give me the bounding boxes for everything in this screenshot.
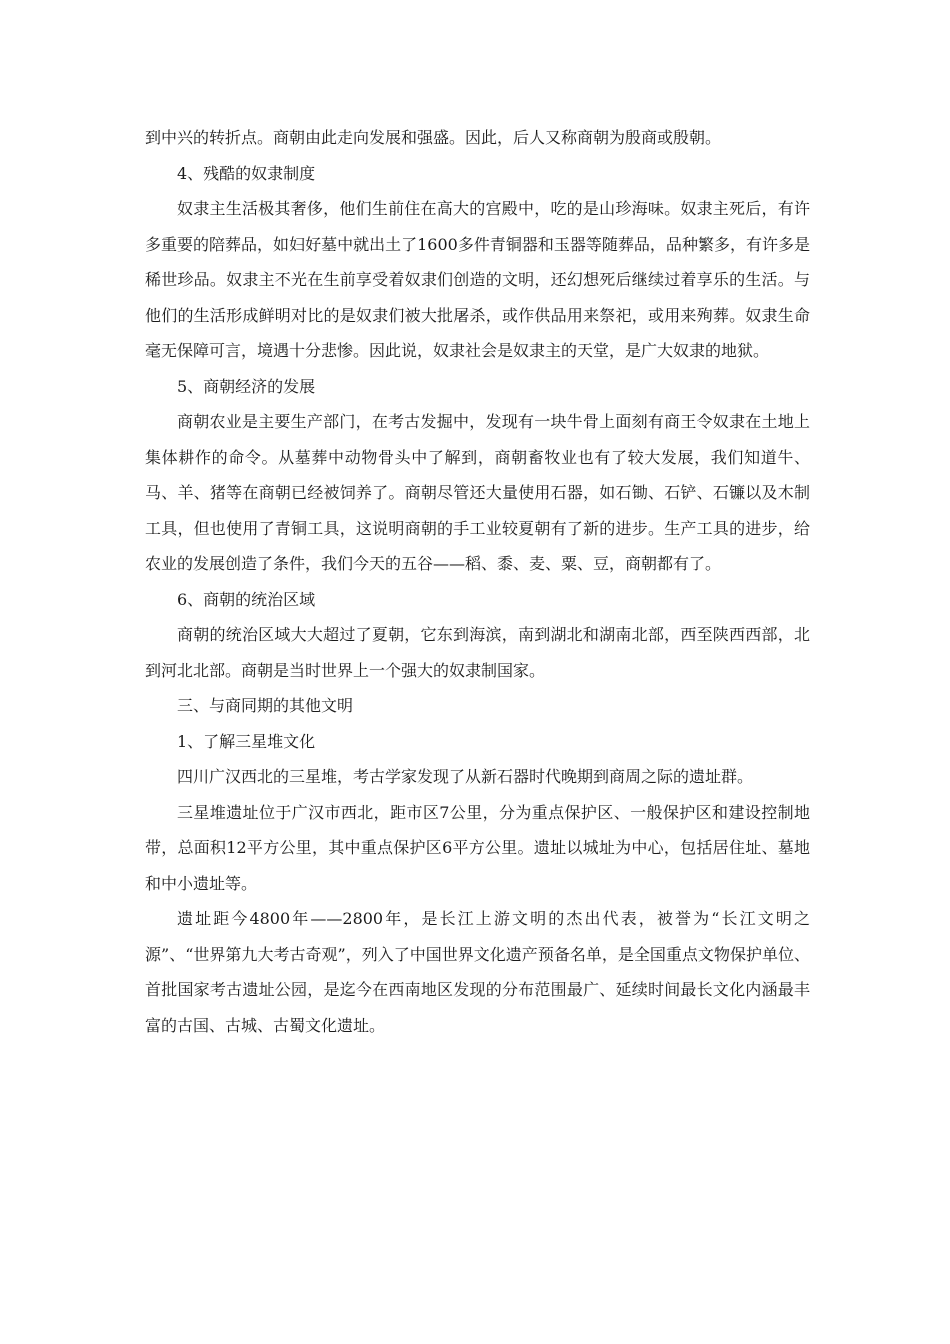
heading-economy: 5、商朝经济的发展 (177, 376, 316, 396)
paragraph-sanxingdui-intro: 四川广汉西北的三星堆，考古学家发现了从新石器时代晚期到商周之际的遗址群。 (177, 767, 754, 786)
heading-sanxingdui: 1、了解三星堆文化 (177, 731, 316, 751)
heading-slavery-system: 4、残酷的奴隶制度 (177, 163, 316, 183)
body-text (145, 120, 810, 1043)
paragraph-sanxingdui-significance: 遗址距今4800年——2800年，是长江上游文明的杰出代表，被誉为“长江文明之源”、“世界第九大考古奇观”，列入了中国世界文化遗产预备名单，是全国重点文物保护单位、首批国家考古遗址公园，是迄今在西南地区发现的分布范围最广、延续时间最长文化内涵最丰富的古国、古城、古蜀文化遗址。 (145, 909, 810, 1035)
paragraph-economy: 商朝农业是主要生产部门，在考古发掘中，发现有一块牛骨上面刻有商王令奴隶在土地上集体耕作的命令。从墓葬中动物骨头中了解到，商朝畜牧业也有了较大发展，我们知道牛、马、羊、猪等在商朝已经被饲养了。商朝尽管还大量使用石器，如石锄、石铲、石镰以及木制工具，但也使用了青铜工具，这说明商朝的手工业较夏朝有了新的进步。生产工具的进步，给农业的发展创造了条件，我们今天的五谷——稻、黍、麦、粟、豆，商朝都有了。 (145, 412, 810, 573)
paragraph-territory: 商朝的统治区域大大超过了夏朝，它东到海滨，南到湖北和湖南北部，西至陕西西部，北到河北北部。商朝是当时世界上一个强大的奴隶制国家。 (145, 625, 810, 680)
paragraph-continuation: 到中兴的转折点。商朝由此走向发展和强盛。因此，后人又称商朝为殷商或殷朝。 (145, 128, 722, 147)
heading-section-three: 三、与商同期的其他文明 (177, 696, 354, 715)
paragraph-sanxingdui-location: 三星堆遗址位于广汉市西北，距市区7公里，分为重点保护区、一般保护区和建设控制地带，总面积12平方公里，其中重点保护区6平方公里。遗址以城址为中心，包括居住址、墓地和中小遗址等。 (145, 802, 810, 893)
paragraph-slavery: 奴隶主生活极其奢侈，他们生前住在高大的宫殿中，吃的是山珍海味。奴隶主死后，有许多重要的陪葬品，如妇好墓中就出土了1600多件青铜器和玉器等随葬品，品种繁多，有许多是稀世珍品。奴隶主不光在生前享受着奴隶们创造的文明，还幻想死后继续过着享乐的生活。与他们的生活形成鲜明对比的是奴隶们被大批屠杀，或作供品用来祭祀，或用来殉葬。奴隶生命毫无保障可言，境遇十分悲惨。因此说，奴隶社会是奴隶主的天堂，是广大奴隶的地狱。 (145, 199, 810, 360)
heading-territory: 6、商朝的统治区域 (177, 589, 316, 609)
